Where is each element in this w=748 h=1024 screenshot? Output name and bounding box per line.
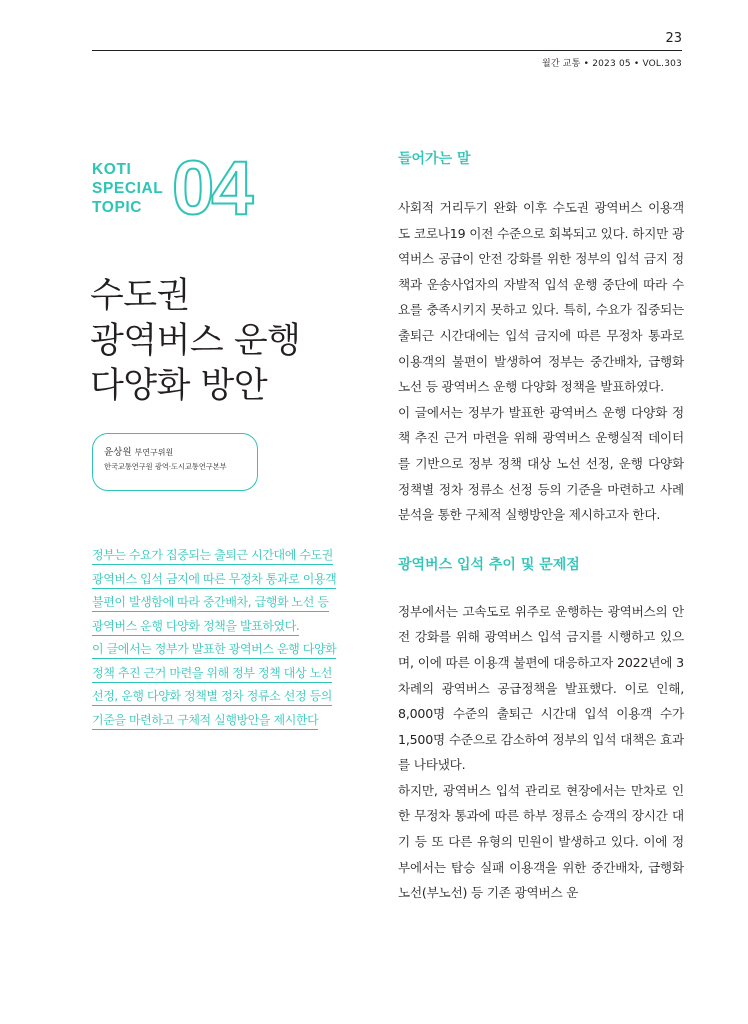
series-label-line: KOTI xyxy=(92,161,132,178)
series-label-line: TOPIC xyxy=(92,199,143,216)
summary-line: 정부는 수요가 집중되는 출퇴근 시간대에 수도권 xyxy=(92,548,333,565)
series-number-text: 04 xyxy=(172,152,251,222)
series-label-line: SPECIAL xyxy=(92,180,164,197)
body-paragraph: 정부에서는 고속도로 위주로 운행하는 광역버스의 안전 강화를 위해 광역버스 입석 금지를 시행하고 있으며, 이에 따른 이용객 불편에 대응하고자 2022년에 3차례의 광역버스 공급정책을 발표했다. 이로 인해, 8,000명 수준의 출퇴근 시간대 입석 이용객 수가 1,500명 수준으로 감소하여 정부의 입석 대책은 효과를 나타냈다. xyxy=(398,603,684,773)
body-paragraph: 이 글에서는 정부가 발표한 광역버스 운행 다양화 정책 추진 근거 마련을 위해 광역버스 운행실적 데이터를 기반으로 정부 정책 대상 노선 선정, 운행 다양화 정책별 정차 정류소 선정 등의 기준을 마련하고 사례분석을 통한 구체적 실행방안을 제시하고자 한다. xyxy=(398,404,684,523)
body-column xyxy=(398,148,684,906)
author-role: 부연구위원 xyxy=(134,448,174,457)
page-number: 23 xyxy=(665,31,682,46)
title-line: 광역버스 운행 xyxy=(90,321,301,361)
summary-line: 기준을 마련하고 구체적 실행방안을 제시한다 xyxy=(92,713,318,730)
section-heading: 광역버스 입석 추이 및 문제점 xyxy=(398,556,580,573)
series-number xyxy=(172,152,258,222)
summary-line: 광역버스 입석 금지에 따른 무정차 통과로 이용객 xyxy=(92,572,336,589)
header-rule xyxy=(92,50,682,51)
summary xyxy=(92,544,354,732)
author-name: 윤상원 xyxy=(104,447,132,458)
summary-paragraph xyxy=(92,638,354,732)
summary-paragraph xyxy=(92,544,354,638)
title-line: 다양화 방안 xyxy=(90,366,268,406)
summary-line: 이 글에서는 정부가 발표한 광역버스 운행 다양화 xyxy=(92,642,336,659)
body-paragraph: 사회적 거리두기 완화 이후 수도권 광역버스 이용객도 코로나19 이전 수준으로 회복되고 있다. 하지만 광역버스 공급이 안전 강화를 위한 정부의 입석 금지 정책과 운송사업자의 자발적 입석 운행 중단에 따라 수요를 충족시키지 못하고 있다. 특히, 수요가 집중되는 출퇴근 시간대에는 입석 금지에 따른 무정차 통과로 이용객의 불편이 발생하여 정부는 중간배차, 급행화 노선 등 광역버스 운행 다양화 정책을 발표하였다. xyxy=(398,200,684,395)
series-label xyxy=(92,160,163,217)
author-name-line xyxy=(104,444,173,458)
summary-line: 광역버스 운행 다양화 정책을 발표하였다. xyxy=(92,619,299,636)
running-head: 월간 교통 • 2023 05 • VOL.303 xyxy=(541,59,682,69)
summary-line: 불편이 발생함에 따라 중간배차, 급행화 노선 등 xyxy=(92,595,329,612)
author-affiliation: 한국교통연구원 광역·도시교통연구본부 xyxy=(104,462,227,471)
summary-line: 선정, 운행 다양화 정책별 정차 정류소 선정 등의 xyxy=(92,689,332,706)
section-heading: 들어가는 말 xyxy=(398,151,471,167)
title-line: 수도권 xyxy=(90,276,190,316)
summary-line: 정책 추진 근거 마련을 위해 정부 정책 대상 노선 xyxy=(92,666,332,683)
article-title xyxy=(90,274,301,409)
author-box xyxy=(92,433,258,491)
body-paragraph: 하지만, 광역버스 입석 관리로 현장에서는 만차로 인한 무정차 통과에 따른 하부 정류소 승객의 장시간 대기 등 또 다른 유형의 민원이 발생하고 있다. 이에 정부에서는 탑승 실패 이용객을 위한 중간배차, 급행화 노선(부노선) 등 기존 광역버스 운 xyxy=(398,782,684,901)
